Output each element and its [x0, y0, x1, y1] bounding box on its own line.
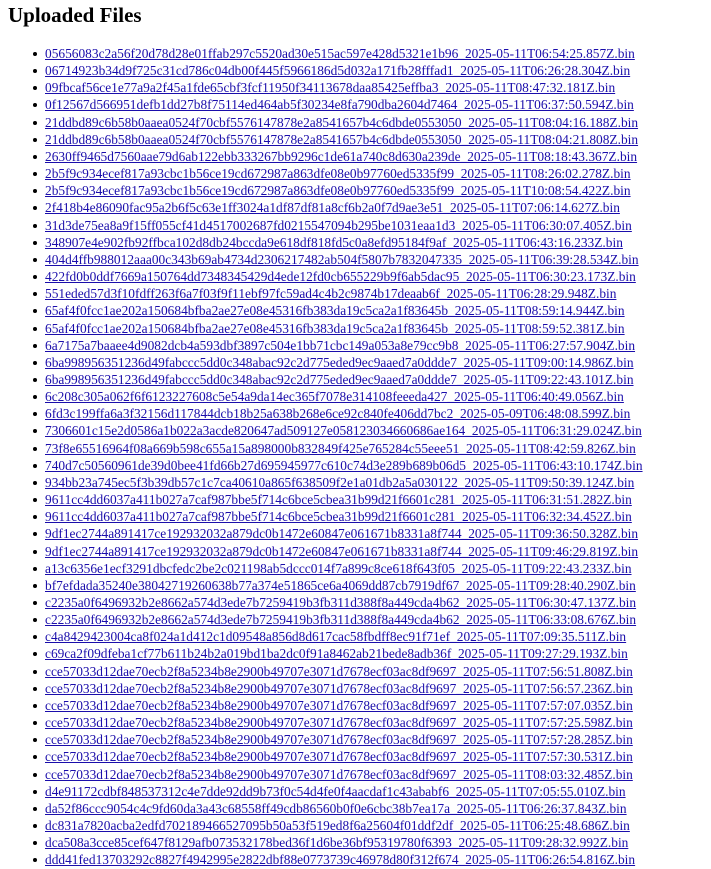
file-link[interactable]: 21ddbd89c6b58b0aaea0524f70cbf5576147878e2a8541657b4c6dbde0553050_2025-05-11T08:04:16.188Z.bin: [45, 114, 639, 130]
file-link[interactable]: 348907e4e902fb92ffbca102d8db24bccda9e618df818fd5c0a8efd95184f9af_2025-05-11T06:43:16.233Z.bin: [45, 234, 623, 250]
list-item: [45, 525, 643, 542]
file-link[interactable]: 7306601c15e2d0586a1b022a3acde820647ad509127e058123034660686ae164_2025-05-11T06:31:29.024Z.bin: [45, 423, 642, 439]
list-item: [45, 45, 643, 62]
file-link[interactable]: 09fbcaf56ce1e77a9a2f45a1fde65cbf3fcf11950f34113678daa85425effba3_2025-05-11T08:47:32.181Z.bin: [45, 80, 616, 96]
list-item: [45, 577, 643, 594]
file-link[interactable]: 0f12567d566951defb1dd27b8f75114ed464ab5f30234e8fa790dba2604d7464_2025-05-11T06:37:50.594Z.bin: [45, 97, 634, 113]
file-link[interactable]: cce57033d12dae70ecb2f8a5234b8e2900b49707e3071d7678ecf03ac8df9697_2025-05-11T07:57:25.598Z.bin: [45, 715, 633, 731]
file-list: [0, 45, 643, 869]
list-item: [45, 783, 643, 800]
file-link[interactable]: 9df1ec2744a891417ce192932032a879dc0b1472e60847e061671b8331a8f744_2025-05-11T09:36:50.328Z.bin: [45, 526, 639, 542]
list-item: [45, 800, 643, 817]
file-link[interactable]: dc831a7820acba2edfd702189466527095b50a53f519ed8f6a25604f01ddf2df_2025-05-11T06:25:48.686Z.bin: [45, 818, 630, 834]
list-item: [45, 371, 643, 388]
list-item: [45, 199, 643, 216]
list-item: [45, 628, 643, 645]
file-link[interactable]: 934bb23a745ec5f3b39db57c1c7ca40610a865f638509f2e1a01db2a5a030122_2025-05-11T09:50:39.124Z.bin: [45, 474, 635, 490]
file-link[interactable]: c2235a0f6496932b2e8662a574d3ede7b7259419b3fb311d388f8a449cda4b62_2025-05-11T06:30:47.137Z.bin: [45, 595, 637, 610]
list-item: [45, 79, 643, 96]
file-link[interactable]: 2f418b4e86090fac95a2b6f5c63e1ff3024a1df87df81a8cf6b2a0f7d9ae3e51_2025-05-11T07:06:14.627Z.bin: [45, 200, 620, 216]
file-link[interactable]: c4a8429423004ca8f024a1d412c1d09548a856d8d617cac58fbdff8ec91f71ef_2025-05-11T07:09:35.511Z.bin: [45, 629, 627, 645]
file-link[interactable]: ddd41fed13703292c8827f4942995e2822dbf88e0773739c46978d80f312f674_2025-05-11T06:26:54.816Z.bin: [45, 852, 636, 868]
list-item: [45, 474, 643, 491]
file-link[interactable]: 6c208c305a062f6f6123227608c5e54a9da14ec365f7078e314108feeeda427_2025-05-11T06:40:49.056Z.bin: [45, 389, 624, 405]
file-link[interactable]: 740d7c50560961de39d0bee41fd66b27d695945977c610c74d3e289b689b06d5_2025-05-11T06:43:10.174Z.bin: [45, 457, 643, 473]
list-item: [45, 62, 643, 79]
file-link[interactable]: 404d4ffb988012aaa00c343b69ab4734d2306217482ab504f5807b7832047335_2025-05-11T06:39:28.534Z.bin: [45, 251, 639, 267]
file-link[interactable]: 06714923b34d9f725c31cd786c04db00f445f5966186d5d032a171fb28fffad1_2025-05-11T06:26:28.304Z.bin: [45, 63, 631, 79]
list-item: [45, 405, 643, 422]
file-link[interactable]: bf7efdada35240e38042719260638b77a374e51865ce6a4069dd87cb7919df67_2025-05-11T09:28:40.290Z.bin: [45, 577, 636, 593]
list-item: [45, 817, 643, 834]
list-item: [45, 285, 643, 302]
file-link[interactable]: 65af4f0fcc1ae202a150684bfba2ae27e08e45316fb383da19c5ca2a1f83645b_2025-05-11T08:59:14.944Z.bin: [45, 303, 625, 319]
file-link[interactable]: 31d3de75ea8a9f15ff055cf41d4517002687fd0215547094b295be1031eaa1d3_2025-05-11T06:30:07.405Z.bin: [45, 217, 632, 233]
list-item: [45, 834, 643, 851]
list-item: [45, 748, 643, 765]
file-link[interactable]: 05656083c2a56f20d78d28e01ffab297c5520ad30e515ac597e428d5321e1b96_2025-05-11T06:54:25.857Z.bin: [45, 46, 635, 61]
list-item: [45, 165, 643, 182]
list-item: [45, 320, 643, 337]
list-item: [45, 663, 643, 680]
list-item: [45, 251, 643, 268]
list-item: [45, 851, 643, 868]
file-link[interactable]: 2630ff9465d7560aae79d6ab122ebb333267bb9296c1de61a740c8d630a239de_2025-05-11T08:18:43.367Z.bin: [45, 148, 638, 164]
file-link[interactable]: 9df1ec2744a891417ce192932032a879dc0b1472e60847e061671b8331a8f744_2025-05-11T09:46:29.819Z.bin: [45, 543, 639, 559]
list-item: [45, 645, 643, 662]
file-link[interactable]: cce57033d12dae70ecb2f8a5234b8e2900b49707e3071d7678ecf03ac8df9697_2025-05-11T07:56:51.808Z.bin: [45, 663, 633, 679]
file-link[interactable]: 2b5f9c934ecef817a93cbc1b56ce19cd672987a863dfe08e0b97760ed5335f99_2025-05-11T10:08:54.422Z.bin: [45, 183, 631, 199]
list-item: [45, 302, 643, 319]
list-item: [45, 543, 643, 560]
file-link[interactable]: dca508a3cce85cef647f8129afb073532178bed36f1d6be36bf95319780f6393_2025-05-11T09:28:32.992Z.bin: [45, 835, 629, 851]
file-link[interactable]: 551eded57d3f10fdff263f6a7f03f9f11ebf97fc59ad4c4b2c9874b17deaab6f_2025-05-11T06:28:29.948Z.bin: [45, 286, 617, 302]
list-item: [45, 422, 643, 439]
list-item: [45, 96, 643, 113]
list-item: [45, 491, 643, 508]
list-item: [45, 148, 643, 165]
file-link[interactable]: 73f8e65516964f08a669b598c655a15a898000b832849f425e765284c55eee51_2025-05-11T08:42:59.826Z.bin: [45, 440, 636, 456]
list-item: [45, 114, 643, 131]
file-link[interactable]: cce57033d12dae70ecb2f8a5234b8e2900b49707e3071d7678ecf03ac8df9697_2025-05-11T07:57:07.035Z.bin: [45, 697, 633, 713]
list-item: [45, 268, 643, 285]
file-link[interactable]: c2235a0f6496932b2e8662a574d3ede7b7259419b3fb311d388f8a449cda4b62_2025-05-11T06:33:08.676Z.bin: [45, 612, 637, 628]
file-link[interactable]: a13c6356e1ecf3291dbcfedc2be2c021198ab5dccc014f7a899c8ce618f643f05_2025-05-11T09:22:43.233Z.bin: [45, 560, 632, 576]
list-item: [45, 182, 643, 199]
file-link[interactable]: 6ba998956351236d49fabccc5dd0c348abac92c2d775eded9ec9aaed7a0ddde7_2025-05-11T09:22:43.101Z.bin: [45, 371, 634, 387]
file-link[interactable]: cce57033d12dae70ecb2f8a5234b8e2900b49707e3071d7678ecf03ac8df9697_2025-05-11T08:03:32.485Z.bin: [45, 766, 633, 782]
list-item: [45, 594, 643, 611]
list-item: [45, 714, 643, 731]
list-item: [45, 508, 643, 525]
file-link[interactable]: 6ba998956351236d49fabccc5dd0c348abac92c2d775eded9ec9aaed7a0ddde7_2025-05-11T09:00:14.986Z.bin: [45, 354, 634, 370]
list-item: [45, 388, 643, 405]
file-link[interactable]: cce57033d12dae70ecb2f8a5234b8e2900b49707e3071d7678ecf03ac8df9697_2025-05-11T07:57:30.531Z.bin: [45, 749, 633, 765]
list-item: [45, 697, 643, 714]
list-item: [45, 457, 643, 474]
file-link[interactable]: cce57033d12dae70ecb2f8a5234b8e2900b49707e3071d7678ecf03ac8df9697_2025-05-11T07:56:57.236Z.bin: [45, 680, 633, 696]
list-item: [45, 354, 643, 371]
page-title: Uploaded Files: [8, 3, 142, 27]
list-item: [45, 766, 643, 783]
file-link[interactable]: 21ddbd89c6b58b0aaea0524f70cbf5576147878e2a8541657b4c6dbde0553050_2025-05-11T08:04:21.808Z.bin: [45, 131, 639, 147]
list-item: [45, 234, 643, 251]
list-item: [45, 611, 643, 628]
list-item: [45, 217, 643, 234]
file-link[interactable]: 65af4f0fcc1ae202a150684bfba2ae27e08e45316fb383da19c5ca2a1f83645b_2025-05-11T08:59:52.381Z.bin: [45, 320, 625, 336]
file-link[interactable]: 2b5f9c934ecef817a93cbc1b56ce19cd672987a863dfe08e0b97760ed5335f99_2025-05-11T08:26:02.278Z.bin: [45, 166, 631, 182]
file-link[interactable]: 6a7175a7baaee4d9082dcb4a593dbf3897c504e1bb71cbc149a053a8e79cc9b8_2025-05-11T06:27:57.904Z.bin: [45, 337, 636, 353]
file-link[interactable]: d4e91172cdbf848537312c4e7dde92dd9b73f0c54d4fe0f4aacdaf1c43ababf6_2025-05-11T07:05:55.010Z.bin: [45, 783, 626, 799]
list-item: [45, 731, 643, 748]
file-link[interactable]: 9611cc4dd6037a411b027a7caf987bbe5f714c6bce5cbea31b99d21f6601c281_2025-05-11T06:31:51.282Z.bin: [45, 492, 632, 508]
list-item: [45, 131, 643, 148]
list-item: [45, 560, 643, 577]
file-link[interactable]: 9611cc4dd6037a411b027a7caf987bbe5f714c6bce5cbea31b99d21f6601c281_2025-05-11T06:32:34.452Z.bin: [45, 509, 632, 525]
file-link[interactable]: c69ca2f09dfeba1cf77b611b24b2a019bd1ba2dc0f91a8462ab21bede8adb36f_2025-05-11T09:27:29.193Z.bin: [45, 646, 628, 662]
list-item: [45, 680, 643, 697]
file-link[interactable]: 6fd3c199ffa6a3f32156d117844dcb18b25a638b268e6ce92c840fe406dd7bc2_2025-05-09T06:48:08.599Z.bin: [45, 406, 631, 422]
file-link[interactable]: 422fd0b0ddf7669a150764dd7348345429d4ede12fd0cb655229b9f6ab5dac95_2025-05-11T06:30:23.173Z.bin: [45, 269, 636, 285]
file-link[interactable]: cce57033d12dae70ecb2f8a5234b8e2900b49707e3071d7678ecf03ac8df9697_2025-05-11T07:57:28.285Z.bin: [45, 732, 633, 748]
list-item: [45, 337, 643, 354]
file-link[interactable]: da52f86ccc9054c4c9fd60da3a43c68558ff49cdb86560b0f0e6cbc38b7ea17a_2025-05-11T06:26:37.843Z.bin: [45, 800, 627, 816]
list-item: [45, 440, 643, 457]
